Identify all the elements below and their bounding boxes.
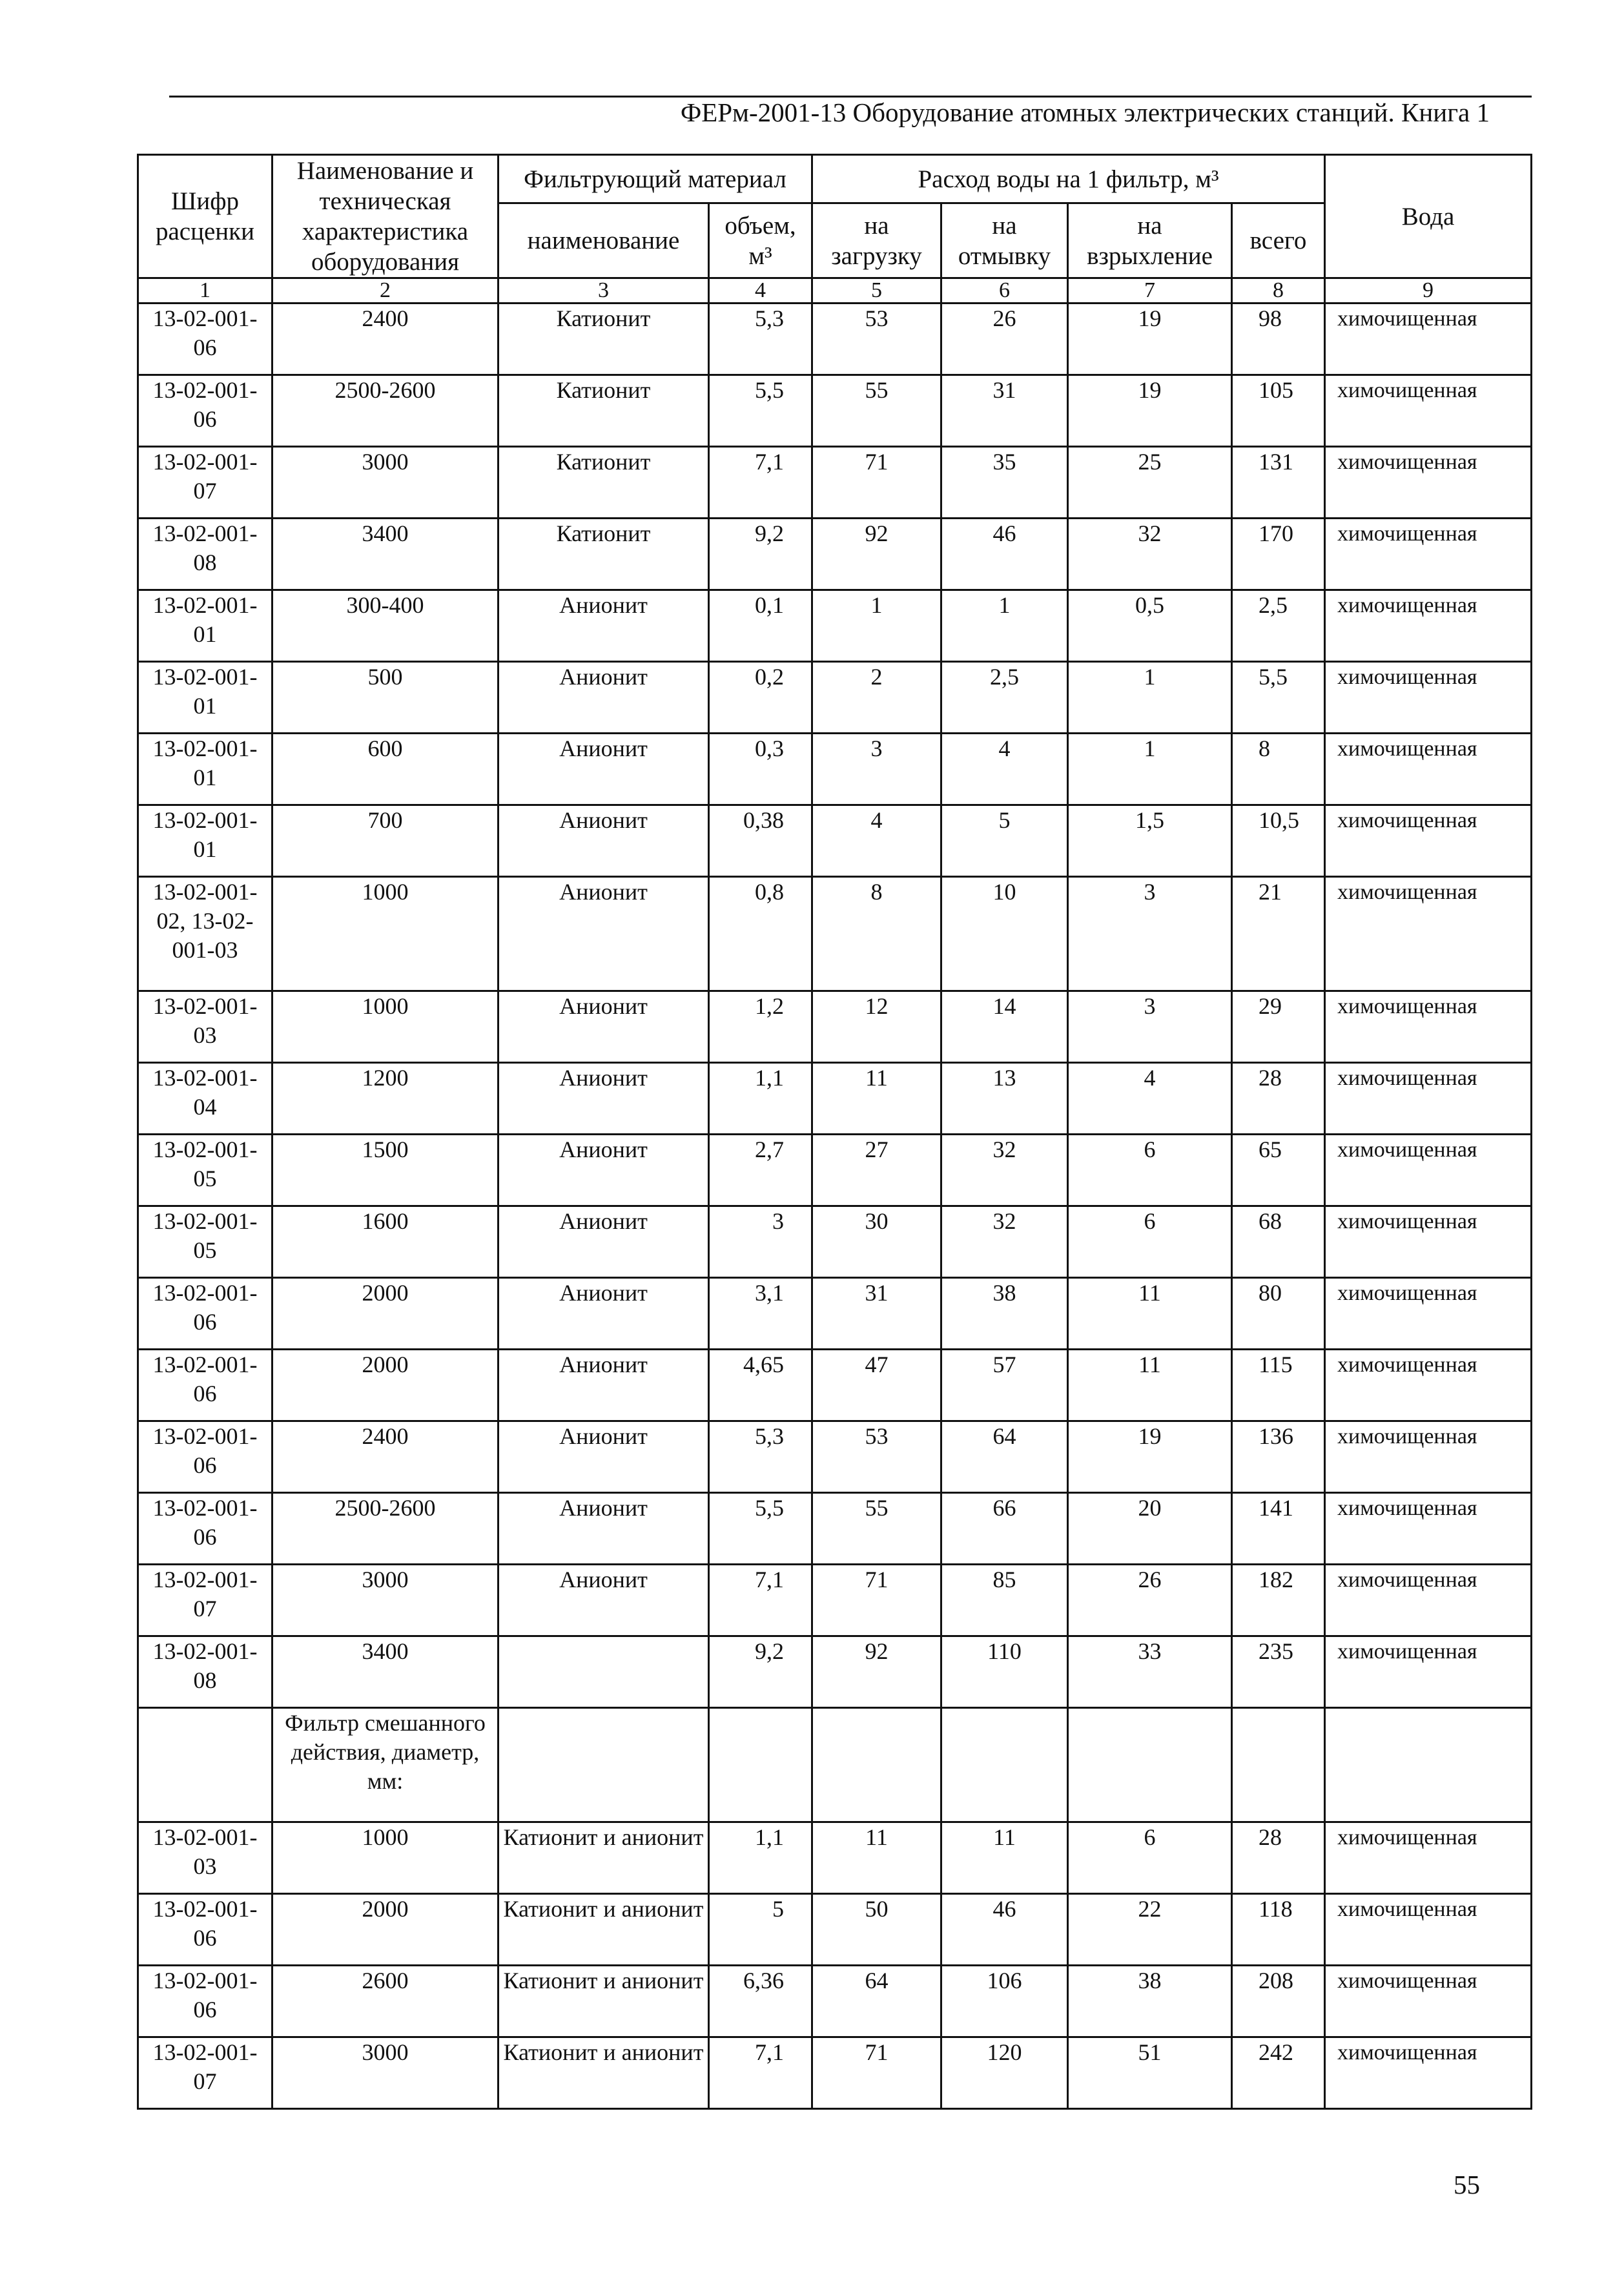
table-row [138,1565,1532,1636]
cell-loosen: 3 [1068,991,1232,1063]
cell-volume: 0,38 [709,805,812,877]
cell-name: 600 [272,734,499,805]
cell-volume: 7,1 [709,2037,812,2109]
cell-material: Катионит [499,304,709,375]
col-number: 9 [1325,278,1532,304]
cell-wash: 110 [941,1636,1068,1708]
col-number: 8 [1232,278,1325,304]
cell-load: 71 [812,2037,941,2109]
cell-code: 13-02-001-07 [138,447,272,519]
cell-loosen: 33 [1068,1636,1232,1708]
col-number: 2 [272,278,499,304]
cell-name: 2400 [272,304,499,375]
cell-load: 4 [812,805,941,877]
cell-load: 2 [812,662,941,734]
cell-code: 13-02-001-05 [138,1135,272,1206]
cell-volume: 1,2 [709,991,812,1063]
cell-water: химочищенная [1325,1822,1532,1894]
cell-code: 13-02-001-02, 13-02-001-03 [138,877,272,991]
cell-name: 1600 [272,1206,499,1278]
cell-volume: 3 [709,1206,812,1278]
cell-wash: 26 [941,304,1068,375]
header-loosen: на взрыхление [1068,203,1232,278]
table-row [138,2037,1532,2109]
cell-code: 13-02-001-08 [138,519,272,590]
cell-code: 13-02-001-06 [138,1493,272,1565]
cell-code: 13-02-001-06 [138,1894,272,1966]
cell-material: Анионит [499,877,709,991]
cell-water: химочищенная [1325,375,1532,447]
cell-volume: 3,1 [709,1278,812,1350]
cell-total: 136 [1232,1421,1325,1493]
cell-material: Катионит и анионит [499,1966,709,2037]
cell-material: Анионит [499,1135,709,1206]
cell-material: Катионит [499,519,709,590]
cell-code: 13-02-001-04 [138,1063,272,1135]
cell-volume: 5,3 [709,1421,812,1493]
cell-code: 13-02-001-05 [138,1206,272,1278]
cell-load [812,1708,941,1822]
header-rule [169,96,1532,98]
cell-name: 3000 [272,1565,499,1636]
cell-loosen: 1 [1068,734,1232,805]
cell-total: 141 [1232,1493,1325,1565]
header-volume: объем, м³ [709,203,812,278]
cell-water: химочищенная [1325,1636,1532,1708]
cell-material: Анионит [499,1278,709,1350]
cell-code: 13-02-001-06 [138,1421,272,1493]
cell-wash: 35 [941,447,1068,519]
cell-material: Анионит [499,662,709,734]
cell-total: 131 [1232,447,1325,519]
cell-load: 92 [812,519,941,590]
cell-loosen [1068,1708,1232,1822]
table-row [138,1135,1532,1206]
cell-volume: 1,1 [709,1063,812,1135]
table-row [138,1278,1532,1350]
cell-code: 13-02-001-08 [138,1636,272,1708]
cell-name: 300-400 [272,590,499,662]
cell-wash: 106 [941,1966,1068,2037]
cell-loosen: 19 [1068,1421,1232,1493]
cell-total: 28 [1232,1822,1325,1894]
header-water: Вода [1325,155,1532,278]
cell-material: Анионит [499,1063,709,1135]
cell-water: химочищенная [1325,1493,1532,1565]
cell-material: Катионит и анионит [499,1894,709,1966]
cell-load: 11 [812,1822,941,1894]
cell-wash: 85 [941,1565,1068,1636]
cell-load: 3 [812,734,941,805]
cell-total: 8 [1232,734,1325,805]
cell-volume: 9,2 [709,519,812,590]
cell-material: Анионит [499,734,709,805]
cell-wash: 57 [941,1350,1068,1421]
cell-material: Анионит [499,805,709,877]
header-total: всего [1232,203,1325,278]
cell-name: 1000 [272,1822,499,1894]
table-row [138,375,1532,447]
cell-water: химочищенная [1325,991,1532,1063]
cell-loosen: 19 [1068,304,1232,375]
cell-code: 13-02-001-03 [138,991,272,1063]
header-load: на загрузку [812,203,941,278]
header-name: Наименование и техническая характеристика оборудования [272,155,499,278]
cell-water: химочищенная [1325,1206,1532,1278]
cell-loosen: 22 [1068,1894,1232,1966]
cell-code: 13-02-001-06 [138,375,272,447]
cell-material [499,1708,709,1822]
table-row [138,1636,1532,1708]
col-number: 6 [941,278,1068,304]
cell-loosen: 6 [1068,1822,1232,1894]
cell-load: 71 [812,1565,941,1636]
cell-loosen: 19 [1068,375,1232,447]
table-row [138,991,1532,1063]
cell-loosen: 11 [1068,1350,1232,1421]
cell-volume [709,1708,812,1822]
cell-total [1232,1708,1325,1822]
cell-total: 115 [1232,1350,1325,1421]
cell-loosen: 1,5 [1068,805,1232,877]
cell-water: химочищенная [1325,1565,1532,1636]
cell-wash: 64 [941,1421,1068,1493]
cell-name: 3000 [272,447,499,519]
cell-code [138,1708,272,1822]
table-row [138,1493,1532,1565]
table-row [138,805,1532,877]
cell-water: химочищенная [1325,1350,1532,1421]
cell-volume: 2,7 [709,1135,812,1206]
table-row [138,590,1532,662]
cell-load: 8 [812,877,941,991]
cell-water: химочищенная [1325,1421,1532,1493]
cell-volume: 9,2 [709,1636,812,1708]
col-number: 4 [709,278,812,304]
cell-wash: 10 [941,877,1068,991]
cell-wash: 66 [941,1493,1068,1565]
cell-volume: 0,8 [709,877,812,991]
cell-code: 13-02-001-07 [138,1565,272,1636]
cell-total: 21 [1232,877,1325,991]
cell-load: 71 [812,447,941,519]
cell-volume: 5 [709,1894,812,1966]
cell-volume: 5,3 [709,304,812,375]
cell-loosen: 3 [1068,877,1232,991]
table-row [138,662,1532,734]
page-header: ФЕРм-2001-13 Оборудование атомных электрических станций. Книга 1 [680,98,1490,127]
filter-water-table [137,154,1532,2110]
cell-water: химочищенная [1325,1063,1532,1135]
cell-loosen: 11 [1068,1278,1232,1350]
cell-total: 242 [1232,2037,1325,2109]
cell-load: 53 [812,1421,941,1493]
cell-material: Анионит [499,1206,709,1278]
cell-water: химочищенная [1325,1135,1532,1206]
cell-water: химочищенная [1325,877,1532,991]
header-material: Фильтрующий материал [499,155,812,203]
cell-loosen: 20 [1068,1493,1232,1565]
cell-volume: 1,1 [709,1822,812,1894]
cell-load: 53 [812,304,941,375]
cell-name: 1500 [272,1135,499,1206]
table-row [138,1966,1532,2037]
cell-total: 65 [1232,1135,1325,1206]
cell-wash: 46 [941,1894,1068,1966]
cell-wash: 13 [941,1063,1068,1135]
cell-wash: 11 [941,1822,1068,1894]
cell-volume: 5,5 [709,375,812,447]
cell-wash [941,1708,1068,1822]
col-number: 5 [812,278,941,304]
cell-total: 68 [1232,1206,1325,1278]
cell-code: 13-02-001-07 [138,2037,272,2109]
cell-total: 2,5 [1232,590,1325,662]
cell-loosen: 0,5 [1068,590,1232,662]
cell-total: 235 [1232,1636,1325,1708]
cell-wash: 32 [941,1135,1068,1206]
header-code: Шифр расценки [138,155,272,278]
cell-wash: 38 [941,1278,1068,1350]
cell-water: химочищенная [1325,662,1532,734]
cell-name: 2500-2600 [272,375,499,447]
cell-water: химочищенная [1325,2037,1532,2109]
cell-water: химочищенная [1325,447,1532,519]
cell-code: 13-02-001-01 [138,734,272,805]
cell-name: 2500-2600 [272,1493,499,1565]
cell-code: 13-02-001-01 [138,662,272,734]
table-row [138,1421,1532,1493]
cell-code: 13-02-001-01 [138,805,272,877]
cell-water: химочищенная [1325,805,1532,877]
cell-loosen: 25 [1068,447,1232,519]
cell-wash: 2,5 [941,662,1068,734]
cell-water: химочищенная [1325,519,1532,590]
cell-code: 13-02-001-06 [138,1350,272,1421]
cell-load: 64 [812,1966,941,2037]
cell-code: 13-02-001-01 [138,590,272,662]
cell-volume: 0,3 [709,734,812,805]
table-row [138,734,1532,805]
col-number: 7 [1068,278,1232,304]
table-row [138,1206,1532,1278]
cell-code: 13-02-001-06 [138,1966,272,2037]
cell-material: Анионит [499,1421,709,1493]
cell-name: 1000 [272,991,499,1063]
cell-loosen: 26 [1068,1565,1232,1636]
cell-total: 118 [1232,1894,1325,1966]
cell-water: химочищенная [1325,734,1532,805]
cell-volume: 7,1 [709,447,812,519]
cell-water [1325,1708,1532,1822]
cell-volume: 6,36 [709,1966,812,2037]
cell-name: 2600 [272,1966,499,2037]
cell-name: 3000 [272,2037,499,2109]
cell-load: 30 [812,1206,941,1278]
cell-total: 28 [1232,1063,1325,1135]
cell-water: химочищенная [1325,1278,1532,1350]
cell-wash: 1 [941,590,1068,662]
cell-load: 1 [812,590,941,662]
table-row [138,1350,1532,1421]
cell-volume: 0,1 [709,590,812,662]
cell-volume: 5,5 [709,1493,812,1565]
cell-water: химочищенная [1325,1966,1532,2037]
page-number: 55 [1454,2170,1480,2199]
table-row [138,519,1532,590]
cell-load: 55 [812,375,941,447]
cell-name: 1200 [272,1063,499,1135]
cell-material: Анионит [499,991,709,1063]
cell-material: Катионит и анионит [499,1822,709,1894]
cell-load: 11 [812,1063,941,1135]
col-number: 3 [499,278,709,304]
cell-name: 2000 [272,1894,499,1966]
table-row [138,447,1532,519]
cell-code: 13-02-001-06 [138,304,272,375]
cell-wash: 120 [941,2037,1068,2109]
cell-material: Анионит [499,1565,709,1636]
col-number: 1 [138,278,272,304]
cell-loosen: 6 [1068,1206,1232,1278]
cell-total: 208 [1232,1966,1325,2037]
table-row [138,304,1532,375]
cell-wash: 32 [941,1206,1068,1278]
cell-wash: 14 [941,991,1068,1063]
table-row [138,1063,1532,1135]
cell-material: Анионит [499,590,709,662]
table-row [138,1822,1532,1894]
cell-load: 12 [812,991,941,1063]
cell-load: 31 [812,1278,941,1350]
cell-water: химочищенная [1325,1894,1532,1966]
header-material-name: наименование [499,203,709,278]
cell-total: 10,5 [1232,805,1325,877]
cell-material: Катионит [499,375,709,447]
cell-material: Катионит и анионит [499,2037,709,2109]
cell-loosen: 32 [1068,519,1232,590]
header-wash: на отмывку [941,203,1068,278]
header-consumption: Расход воды на 1 фильтр, м³ [812,155,1325,203]
cell-name: 700 [272,805,499,877]
cell-material: Анионит [499,1350,709,1421]
cell-wash: 5 [941,805,1068,877]
cell-material: Катионит [499,447,709,519]
cell-volume: 4,65 [709,1350,812,1421]
cell-total: 29 [1232,991,1325,1063]
cell-load: 92 [812,1636,941,1708]
cell-load: 27 [812,1135,941,1206]
cell-name: 2400 [272,1421,499,1493]
cell-wash: 4 [941,734,1068,805]
cell-total: 5,5 [1232,662,1325,734]
cell-wash: 31 [941,375,1068,447]
cell-load: 47 [812,1350,941,1421]
cell-water: химочищенная [1325,304,1532,375]
cell-code: 13-02-001-03 [138,1822,272,1894]
cell-water: химочищенная [1325,590,1532,662]
cell-code: 13-02-001-06 [138,1278,272,1350]
cell-loosen: 38 [1068,1966,1232,2037]
cell-total: 80 [1232,1278,1325,1350]
cell-load: 55 [812,1493,941,1565]
cell-total: 98 [1232,304,1325,375]
cell-loosen: 6 [1068,1135,1232,1206]
cell-name: 500 [272,662,499,734]
table-row [138,877,1532,991]
cell-name: 3400 [272,1636,499,1708]
cell-load: 50 [812,1894,941,1966]
cell-total: 182 [1232,1565,1325,1636]
cell-name: 3400 [272,519,499,590]
cell-material: Анионит [499,1493,709,1565]
cell-loosen: 1 [1068,662,1232,734]
cell-total: 170 [1232,519,1325,590]
cell-name: Фильтр смешанного действия, диаметр, мм: [272,1708,499,1822]
cell-loosen: 51 [1068,2037,1232,2109]
cell-volume: 7,1 [709,1565,812,1636]
cell-total: 105 [1232,375,1325,447]
cell-name: 1000 [272,877,499,991]
section-row [138,1708,1532,1822]
cell-wash: 46 [941,519,1068,590]
cell-name: 2000 [272,1350,499,1421]
table-row [138,1894,1532,1966]
cell-name: 2000 [272,1278,499,1350]
cell-material [499,1636,709,1708]
cell-loosen: 4 [1068,1063,1232,1135]
cell-volume: 0,2 [709,662,812,734]
